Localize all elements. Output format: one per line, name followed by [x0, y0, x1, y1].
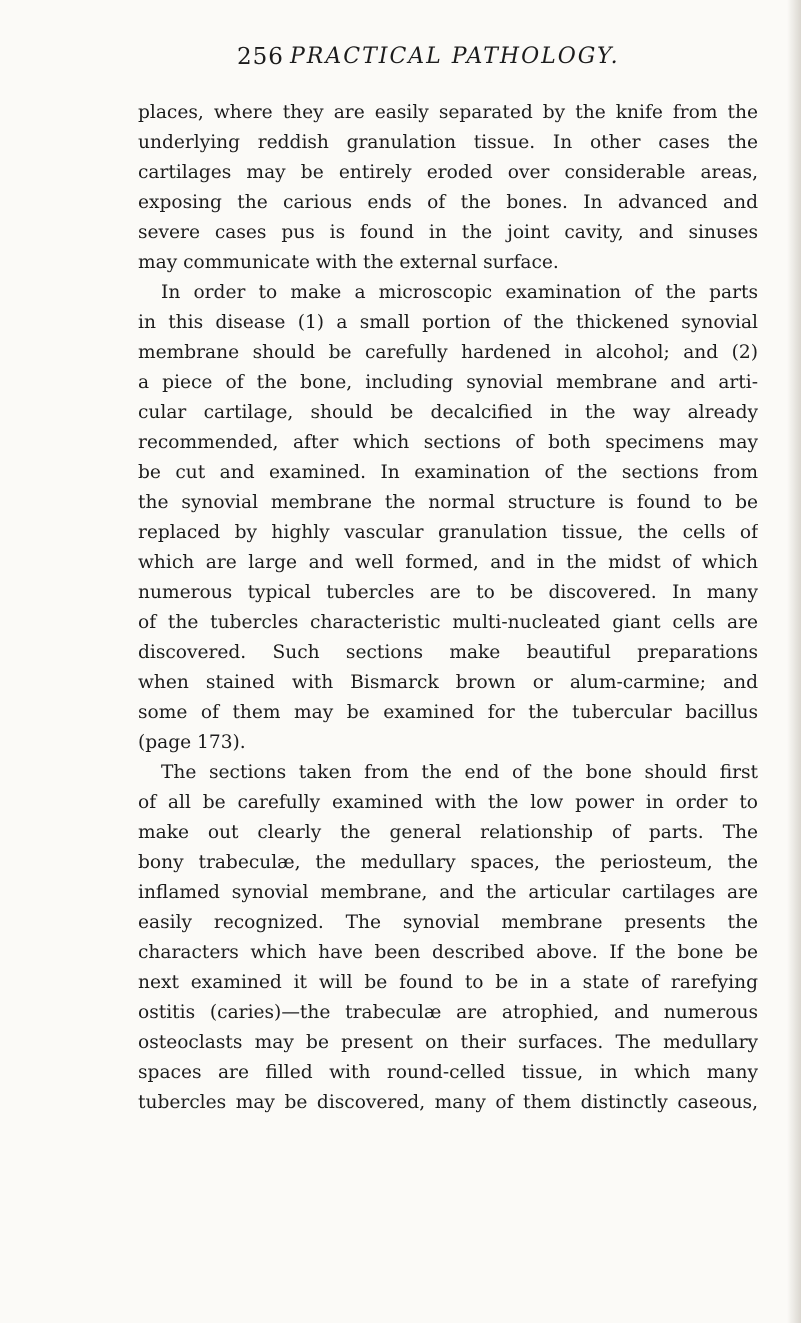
text-line: tubercles may be discovered, many of them distinctly caseous, — [138, 1092, 758, 1113]
text-line: bony trabeculæ, the medullary spaces, the periosteum, the — [138, 852, 758, 873]
text-line: spaces are filled with round-celled tissue, in which many — [138, 1062, 758, 1083]
text-line: which are large and well formed, and in the midst of which — [138, 552, 758, 573]
text-line: in this disease (1) a small portion of the thickened synovial — [138, 312, 758, 333]
page-number: 256 — [237, 44, 284, 70]
text-line: recommended, after which sections of both specimens may — [138, 432, 758, 453]
text-line: places, where they are easily separated by the knife from the — [138, 102, 758, 123]
text-line: some of them may be examined for the tubercular bacillus — [138, 702, 758, 723]
text-line: make out clearly the general relationship of parts. The — [138, 822, 758, 843]
text-line: characters which have been described above. If the bone be — [138, 942, 758, 963]
text-line: be cut and examined. In examination of the sections from — [138, 462, 758, 483]
text-line: ostitis (caries)—the trabeculæ are atrophied, and numerous — [138, 1002, 758, 1023]
text-line: membrane should be carefully hardened in alcohol; and (2) — [138, 342, 758, 363]
page-header — [0, 44, 801, 84]
text-line: (page 173). — [138, 732, 246, 753]
text-line: next examined it will be found to be in a state of rarefying — [138, 972, 758, 993]
running-title: PRACTICAL PATHOLOGY. — [290, 44, 620, 69]
body-text — [138, 98, 758, 1118]
text-line: The sections taken from the end of the bone should first — [161, 762, 758, 783]
text-line: severe cases pus is found in the joint cavity, and sinuses — [138, 222, 758, 243]
text-line: of the tubercles characteristic multi-nucleated giant cells are — [138, 612, 758, 633]
text-line: a piece of the bone, including synovial membrane and arti- — [138, 372, 758, 393]
text-line: discovered. Such sections make beautiful preparations — [138, 642, 758, 663]
text-line: easily recognized. The synovial membrane presents the — [138, 912, 758, 933]
text-line: osteoclasts may be present on their surfaces. The medullary — [138, 1032, 758, 1053]
text-line: In order to make a microscopic examination of the parts — [161, 282, 758, 303]
text-line: cular cartilage, should be decalcified in the way already — [138, 402, 758, 423]
text-line: underlying reddish granulation tissue. In other cases the — [138, 132, 758, 153]
text-line: exposing the carious ends of the bones. In advanced and — [138, 192, 758, 213]
page-edge-shadow — [787, 0, 801, 1323]
text-line: inflamed synovial membrane, and the articular cartilages are — [138, 882, 758, 903]
text-line: numerous typical tubercles are to be discovered. In many — [138, 582, 758, 603]
text-line: may communicate with the external surface. — [138, 252, 559, 273]
text-line: when stained with Bismarck brown or alum-carmine; and — [138, 672, 758, 693]
text-line: cartilages may be entirely eroded over considerable areas, — [138, 162, 758, 183]
text-line: replaced by highly vascular granulation tissue, the cells of — [138, 522, 758, 543]
text-line: of all be carefully examined with the low power in order to — [138, 792, 758, 813]
text-line: the synovial membrane the normal structure is found to be — [138, 492, 758, 513]
